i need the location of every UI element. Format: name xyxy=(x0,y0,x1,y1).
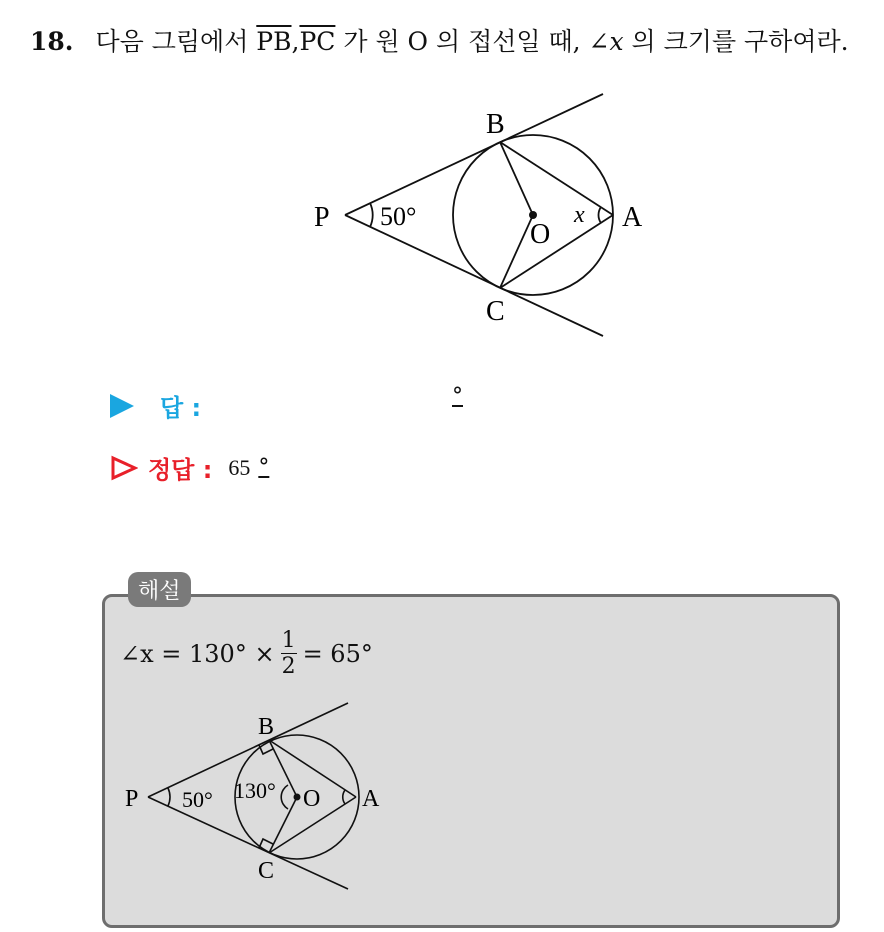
correct-row xyxy=(110,450,269,485)
sol-angle-o-label: 130° xyxy=(234,778,276,803)
sol-angle-arc-a xyxy=(343,790,345,804)
formula-lhs: ∠x = 130° × xyxy=(120,639,275,668)
sol-label-c: C xyxy=(258,858,275,884)
question-variable: x xyxy=(609,27,624,56)
formula-rhs: = 65° xyxy=(302,639,373,668)
correct-value: 65 xyxy=(228,454,251,480)
tangent-pb xyxy=(345,94,603,215)
sol-label-b: B xyxy=(258,714,275,740)
segment-pb: $\overline{PB}$ xyxy=(256,27,292,56)
label-a: A xyxy=(622,202,643,233)
angle-arc-p xyxy=(370,203,373,227)
angle-arc-a xyxy=(598,207,601,223)
fraction-numerator: 1 xyxy=(281,628,296,653)
fraction-denominator: 2 xyxy=(281,654,296,679)
solution-tag: 해설 xyxy=(128,572,191,607)
angle-a-label: x xyxy=(574,202,585,228)
sol-label-a: A xyxy=(362,786,380,812)
question-text-after: 의 크기를 구하여라. xyxy=(623,27,849,56)
sol-angle-arc-p xyxy=(168,788,170,806)
fraction xyxy=(281,628,297,679)
segment-pc: $\overline{PC}$ xyxy=(299,27,336,56)
question-number: 18. xyxy=(30,27,74,56)
answer-input-area[interactable] xyxy=(240,384,440,416)
correct-unit: ° xyxy=(258,455,270,480)
answer-label: 답 : xyxy=(160,394,202,422)
label-p: P xyxy=(314,202,330,233)
sol-angle-arc-o xyxy=(281,785,288,809)
main-figure xyxy=(0,0,884,380)
label-o: O xyxy=(530,219,551,250)
answer-row xyxy=(110,388,201,423)
sol-label-p: P xyxy=(125,786,139,812)
solution-formula xyxy=(120,628,373,679)
center-dot xyxy=(529,211,537,219)
question-text-mid: 가 원 O 의 접선일 때, ∠ xyxy=(335,27,610,56)
sol-angle-p-label: 50° xyxy=(182,787,213,812)
solution-figure xyxy=(0,690,884,900)
tangent-pc xyxy=(345,215,603,336)
sol-label-o: O xyxy=(303,786,321,812)
question-comma: , xyxy=(291,27,300,56)
answer-unit: ° xyxy=(452,384,463,409)
label-c: C xyxy=(486,296,505,327)
correct-label: 정답 : xyxy=(148,456,213,484)
question-text-before: 다음 그림에서 xyxy=(95,27,257,56)
label-b: B xyxy=(486,109,505,140)
outline-play-icon xyxy=(110,455,138,481)
sol-center-dot xyxy=(294,794,301,801)
play-icon xyxy=(110,394,134,418)
angle-p-label: 50° xyxy=(380,202,417,231)
